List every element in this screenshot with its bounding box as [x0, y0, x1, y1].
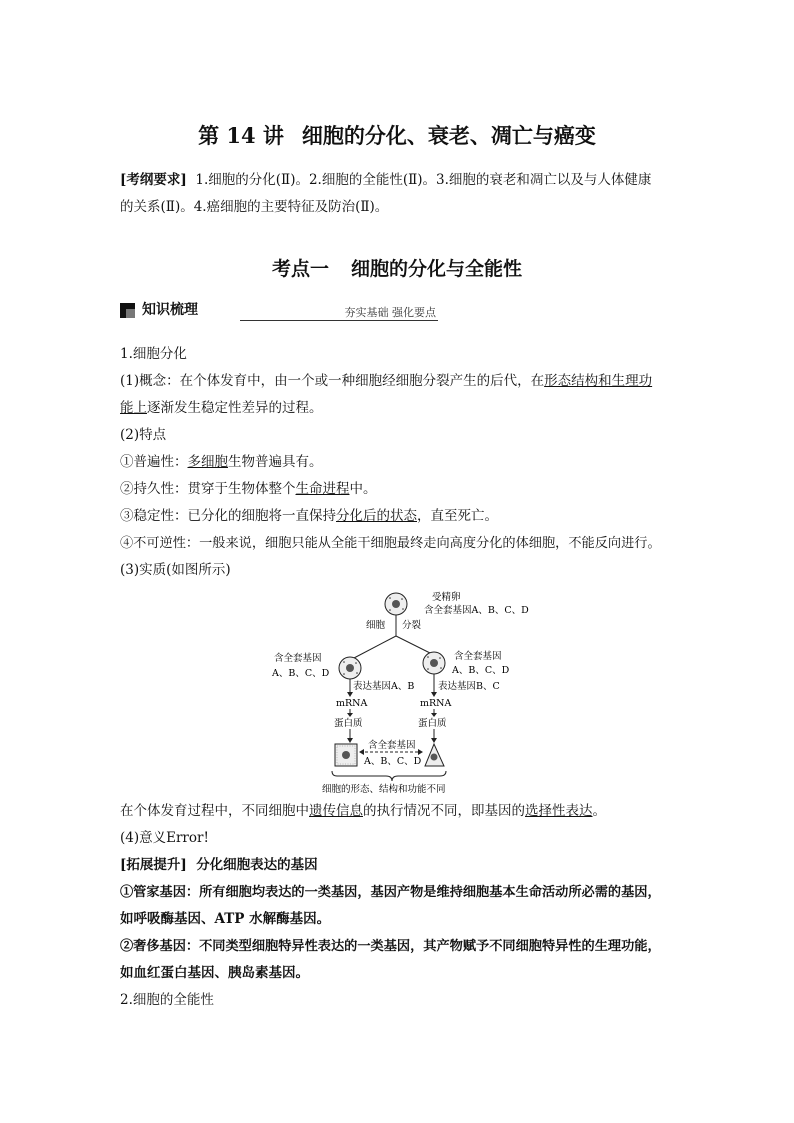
housekeeping-line-2: 如呼吸酶基因、ATP 水解酶基因。 [120, 911, 331, 927]
right-protein-label: 蛋白质 [418, 718, 447, 729]
heading-totipotency: 2.细胞的全能性 [120, 992, 214, 1008]
left-genes-label-1: 含全套基因 [274, 653, 322, 664]
right-mrna-label: mRNA [420, 698, 452, 709]
triangle-cell [425, 744, 444, 766]
dashed-arrowhead-left [359, 749, 364, 755]
f2-underline: 生命进程 [295, 481, 350, 497]
right-arrowhead-3 [431, 738, 437, 743]
feature-1 [120, 449, 680, 476]
right-genes-label-2: A、B、C、D [452, 665, 510, 676]
essence-heading: (3)实质(如图所示) [120, 562, 231, 578]
feature-2 [120, 476, 680, 503]
right-express-label: 表达基因B、C [438, 681, 500, 692]
housekeeping-line-1: ①管家基因：所有细胞均表达的一类基因，基因产物是维持细胞基本生命活动所必需的基因， [120, 885, 661, 900]
luxury-line-2: 如血红蛋白基因、胰岛素基因。 [120, 965, 309, 981]
essence-pre: 在个体发育过程中，不同细胞中 [120, 803, 309, 819]
left-arrowhead-2 [347, 713, 353, 717]
f2-post: 中。 [349, 481, 377, 497]
diagram-caption: 细胞的形态、结构和功能不同 [322, 784, 446, 795]
requirement-line-1 [120, 167, 680, 194]
concept-text: (1)概念：在个体发育中，由一个或一种细胞经细胞分裂产生的后代，在 [120, 373, 545, 389]
zygote-label: 受精卵 [432, 592, 461, 603]
meaning-line [120, 825, 680, 852]
f2-pre: ②持久性：贯穿于生物体整个 [120, 481, 296, 497]
bottom-genes-label-2: A、B、C、D [364, 756, 422, 767]
requirement-line-2: 的关系(Ⅱ)。4.癌细胞的主要特征及防治(Ⅱ)。 [120, 199, 389, 215]
bar-label: 知识梳理 [142, 302, 198, 318]
extension-title: 分化细胞表达的基因 [196, 857, 318, 873]
section-main: 细胞的分化与全能性 [351, 258, 523, 280]
essence-underline-2: 选择性表达 [525, 803, 593, 819]
left-arrowhead-3 [347, 738, 353, 743]
feature-3 [120, 503, 680, 530]
essence-underline-1: 遗传信息 [309, 803, 363, 819]
meaning-text: (4)意义Error! [120, 830, 209, 846]
f3-pre: ③稳定性：已分化的细胞将一直保持 [120, 508, 336, 524]
heading-differentiation: 1.细胞分化 [120, 346, 187, 362]
brace [332, 771, 446, 781]
bar-divider [240, 320, 438, 321]
f1-post: 生物普遍具有。 [228, 454, 323, 470]
zygote-genes-label: 含全套基因A、B、C、D [424, 605, 529, 616]
f1-pre: ①普遍性： [120, 454, 188, 470]
dashed-arrowhead-right [418, 749, 423, 755]
left-mrna-label: mRNA [336, 698, 368, 709]
f3-post: ，直至死亡。 [417, 508, 498, 524]
page-title [0, 120, 794, 150]
essence-line [120, 798, 680, 825]
requirement-tag: [考纲要求] [120, 172, 187, 188]
section-prefix: 考点一 [271, 258, 329, 280]
right-cell [423, 652, 445, 674]
concept-line-1 [120, 368, 680, 395]
right-arrowhead-2 [431, 713, 437, 717]
left-cell [339, 657, 361, 679]
square-shade-icon [126, 309, 135, 318]
divide-left-label: 细胞 [366, 620, 386, 631]
bottom-genes-label-1: 含全套基因 [368, 740, 416, 751]
title-main: 细胞的分化、衰老、凋亡与癌变 [301, 123, 596, 148]
f3-underline: 分化后的状态 [336, 508, 417, 524]
feature-4: ④不可逆性：一般来说，细胞只能从全能干细胞最终走向高度分化的体细胞，不能反向进行。 [120, 536, 661, 551]
differentiation-diagram [262, 586, 552, 796]
left-protein-label: 蛋白质 [334, 718, 363, 729]
section-title [0, 254, 794, 281]
zygote-cell [385, 593, 407, 615]
feature-heading: (2)特点 [120, 427, 167, 443]
bar-subtitle: 夯实基础 强化要点 [344, 306, 436, 319]
essence-post: 。 [592, 803, 606, 819]
essence-mid: 的执行情况不同，即基因的 [363, 803, 525, 819]
concept-underline-1: 形态结构和生理功 [544, 373, 653, 389]
left-arrowhead-1 [347, 692, 353, 697]
extension-tag: [拓展提升] [120, 857, 187, 873]
concept-text-end: 逐渐发生稳定性差异的过程。 [147, 400, 323, 416]
extension-heading [120, 852, 680, 879]
luxury-line-1: ②奢侈基因：不同类型细胞特异性表达的一类基因，其产物赋予不同细胞特异性的生理功能， [120, 939, 661, 954]
knowledge-bar [120, 298, 438, 324]
left-express-label: 表达基因A、B [353, 681, 415, 692]
requirement-text-1: 1.细胞的分化(Ⅱ)。2.细胞的全能性(Ⅱ)。3.细胞的衰老和凋亡以及与人体健康 [195, 172, 652, 188]
concept-underline-2: 能上 [120, 400, 147, 416]
left-genes-label-2: A、B、C、D [272, 668, 330, 679]
branch-right-line [396, 636, 432, 654]
concept-line-2 [120, 395, 680, 422]
right-genes-label-1: 含全套基因 [454, 651, 502, 662]
right-arrowhead-1 [431, 692, 437, 697]
title-prefix: 第 14 讲 [198, 123, 284, 148]
f1-underline: 多细胞 [187, 454, 228, 470]
divide-right-label: 分裂 [402, 620, 422, 631]
branch-left-line [354, 636, 396, 658]
square-cell [335, 744, 357, 766]
